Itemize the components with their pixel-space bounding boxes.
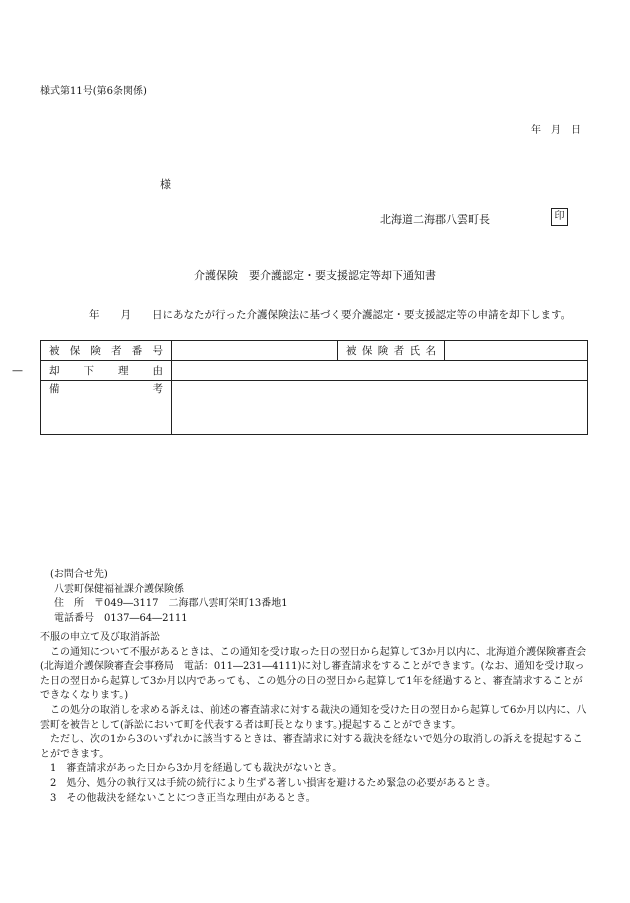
document-title: 介護保険 要介護認定・要支援認定等却下通知書 <box>194 269 436 282</box>
margin-mark: — <box>12 364 23 377</box>
contact-heading: (お問合せ先) <box>50 569 108 580</box>
appeal-notes <box>40 631 592 806</box>
contact-phone: 電話番号 0137―64―2111 <box>54 612 188 624</box>
remarks-label: 備 考 <box>41 381 172 435</box>
notes-paragraph-2: この処分の取消しを求める訴えは、前述の審査請求に対する裁決の通知を受けた日の翌日から起算して6か月以内に、八雲町を被告として(訴訟において町を代表する者は町長となります。)提起することができます。 <box>40 704 587 731</box>
contact-block <box>50 568 288 626</box>
insured-number-value <box>172 341 338 361</box>
contact-department: 八雲町保健福祉課介護保険係 <box>54 583 184 595</box>
date-label: 年 月 日 <box>531 125 581 136</box>
notes-item: 2 処分、処分の執行又は手続の続行により生ずる著しい損害を避けるため緊急の必要があるとき。 <box>50 777 496 789</box>
form-number: 様式第11号(第6条関係) <box>40 86 147 97</box>
notice-form-table <box>40 340 588 435</box>
insured-name-value <box>445 341 588 361</box>
contact-address: 住 所 〒049―3117 二海郡八雲町栄町13番地1 <box>54 598 288 609</box>
seal-mark: 印 <box>551 208 568 226</box>
insured-name-label: 被 保 険 者 氏 名 <box>338 341 445 361</box>
insured-number-label: 被 保 険 者 番 号 <box>41 341 172 361</box>
notes-item: 1 審査請求があった日から3か月を経過しても裁決がないとき。 <box>50 763 343 775</box>
notes-paragraph-3: ただし、次の1から3のいずれかに該当するときは、審査請求に対する裁決を経ないで処分の取消しの訴えを提起することができます。 <box>40 734 583 760</box>
issuer-name: 北海道二海郡八雲町長 <box>380 213 490 226</box>
reason-value <box>172 361 588 381</box>
addressee-suffix: 様 <box>160 178 171 191</box>
notes-item: 3 その他裁決を経ないことにつき正当な理由があるとき。 <box>50 792 316 804</box>
intro-text: 年 月 日にあなたが行った介護保険法に基づく要介護認定・要支援認定等の申請を却下します。 <box>89 309 572 321</box>
notes-paragraph-1: この通知について不服があるときは、この通知を受け取った日の翌日から起算して3か月以内に、北海道介護保険審査会(北海道介護保険審査会事務局 電話：011―231―4111)に対し審査請求をすることができます。(なお、通知を受け取った日の翌日から起算して3か月以内であっても、この処分の日の翌日から起算して1年を経過すると、審査請求することができなくなります。) <box>40 646 587 702</box>
notes-heading: 不服の申立て及び取消訴訟 <box>40 632 160 643</box>
remarks-value <box>172 381 588 435</box>
reason-label: 却 下 理 由 <box>41 361 172 381</box>
